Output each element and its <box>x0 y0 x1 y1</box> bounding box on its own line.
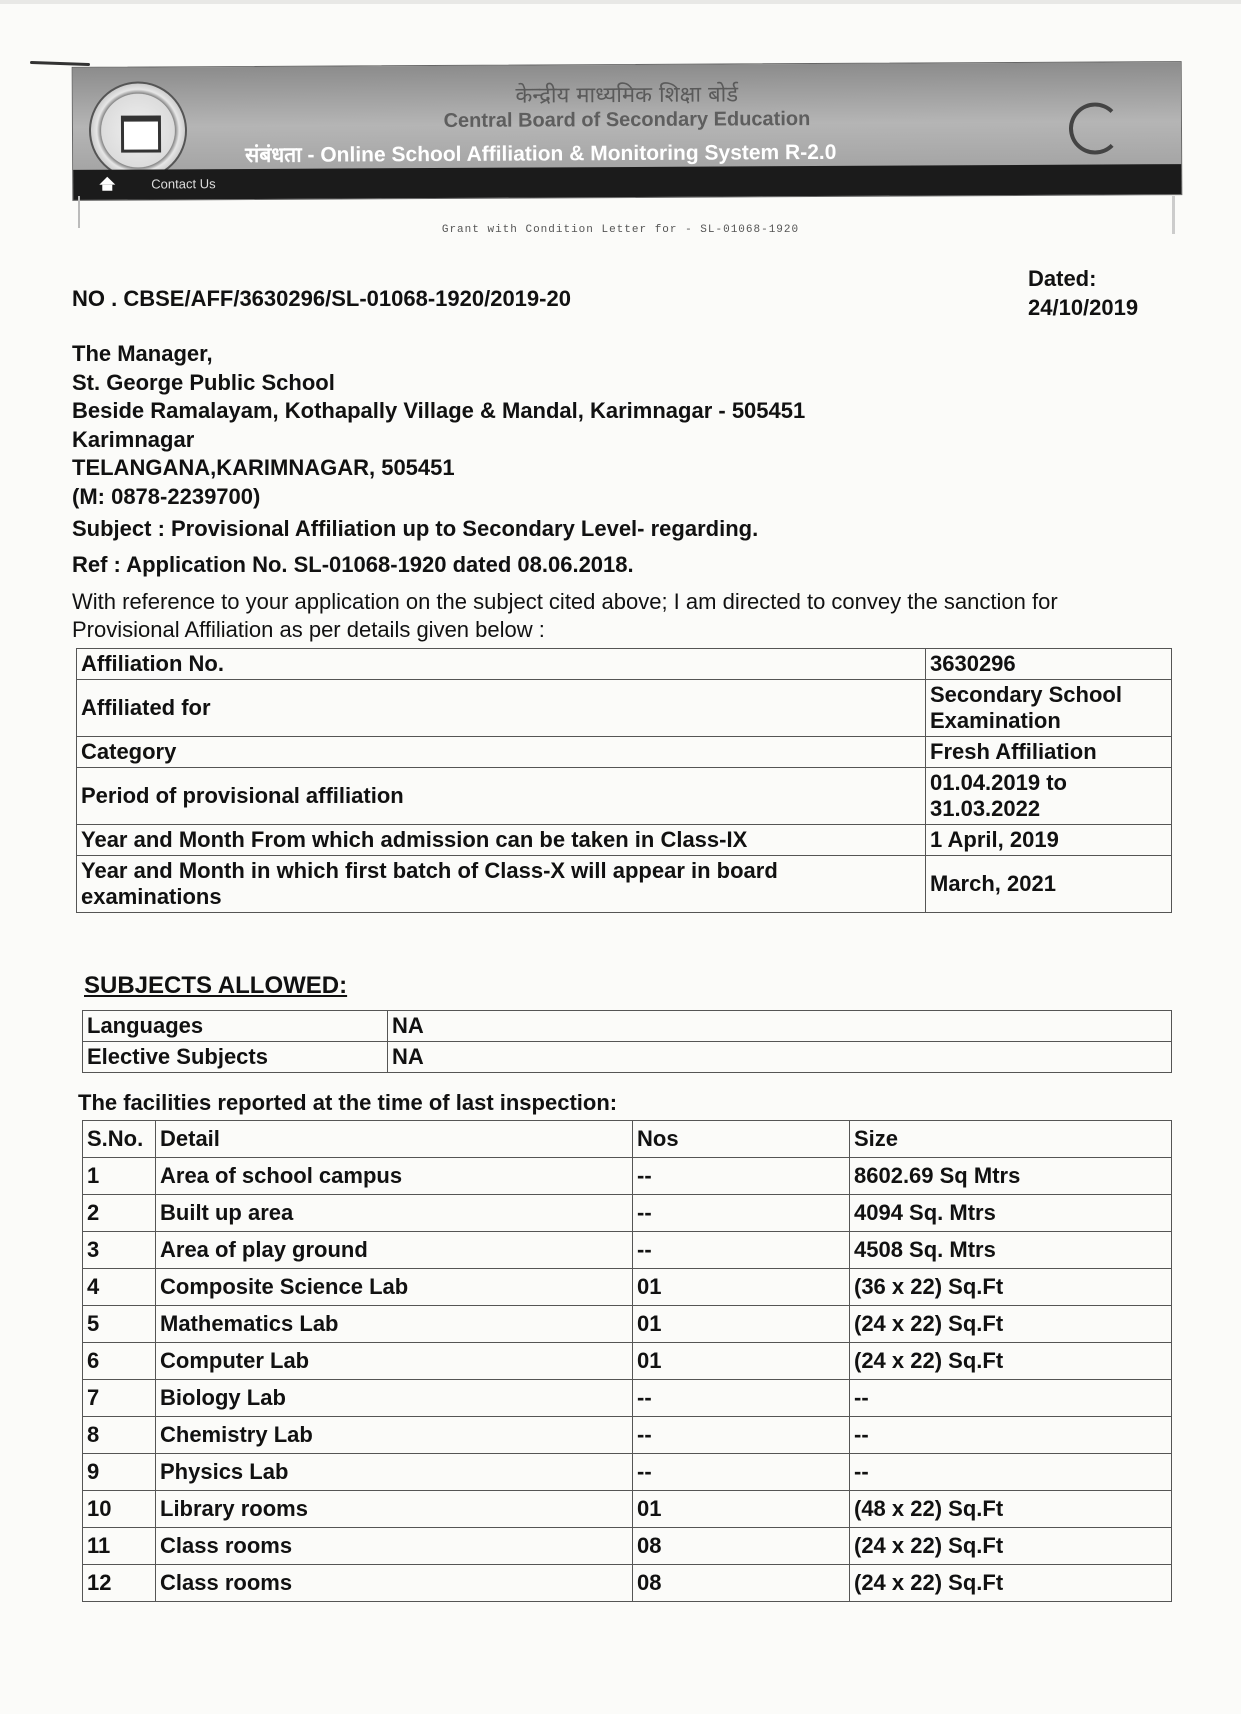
affiliation-value: 1 April, 2019 <box>926 825 1172 856</box>
address-line: St. George Public School <box>72 369 335 395</box>
column-header-nos: Nos <box>633 1121 850 1158</box>
detail-cell: Class rooms <box>156 1528 633 1565</box>
subjects-allowed-heading: SUBJECTS ALLOWED: <box>84 972 348 999</box>
affiliation-value: Secondary School Examination <box>926 680 1172 737</box>
letter-reference-number: NO . CBSE/AFF/3630296/SL-01068-1920/2019-20 <box>72 286 571 311</box>
pen-mark <box>30 61 90 66</box>
system-title <box>245 138 836 169</box>
letter-subject: Subject : Provisional Affiliation up to Secondary Level- regarding. <box>72 516 759 541</box>
navbar <box>73 164 1181 200</box>
system-title-hindi: संबंधता <box>245 142 302 167</box>
header-english-title: Central Board of Secondary Education <box>443 108 811 132</box>
nos-cell: 01 <box>633 1306 850 1343</box>
header-hindi-title: केन्द्रीय माध्यमिक शिक्षा बोर्ड <box>515 82 739 109</box>
letter-intro: With reference to your application on the subject cited above; I am directed to convey the sanction for Provisional Affiliation as per details given below : <box>72 589 1058 642</box>
address-line: TELANGANA,KARIMNAGAR, 505451 <box>72 455 455 480</box>
subjects-allowed-table <box>82 1010 1172 1073</box>
detail-cell: Class rooms <box>156 1565 633 1602</box>
sno-cell: 5 <box>83 1306 156 1343</box>
nos-cell: -- <box>633 1417 850 1454</box>
address-line: (M: 0878-2239700) <box>72 483 261 509</box>
size-cell: 4508 Sq. Mtrs <box>850 1232 1172 1269</box>
detail-cell: Physics Lab <box>156 1454 633 1491</box>
nos-cell: 01 <box>633 1269 850 1306</box>
table-header-row <box>83 1121 1172 1158</box>
table-row <box>77 649 1172 680</box>
affiliation-details-table <box>76 648 1172 913</box>
table-row <box>77 825 1172 856</box>
recipient-address <box>72 340 805 511</box>
letter-date <box>1028 264 1138 322</box>
table-row <box>83 1565 1172 1602</box>
nos-cell: -- <box>633 1195 850 1232</box>
column-header-size: Size <box>850 1121 1172 1158</box>
address-line: The Manager, <box>72 341 213 366</box>
address-line: Beside Ramalayam, Kothapally Village & Mandal, Karimnagar - 505451 <box>72 398 806 423</box>
table-row <box>83 1195 1172 1232</box>
digital-india-logo-icon <box>1069 102 1121 154</box>
table-row <box>83 1011 1172 1042</box>
detail-cell: Area of play ground <box>156 1232 633 1269</box>
detail-cell: Composite Science Lab <box>156 1269 633 1306</box>
nos-cell: 01 <box>633 1343 850 1380</box>
size-cell: (36 x 22) Sq.Ft <box>850 1269 1172 1306</box>
affiliation-value: March, 2021 <box>926 856 1172 913</box>
sno-cell: 4 <box>83 1269 156 1306</box>
size-cell: (24 x 22) Sq.Ft <box>850 1528 1172 1565</box>
table-row <box>83 1042 1172 1073</box>
sno-cell: 8 <box>83 1417 156 1454</box>
detail-cell: Chemistry Lab <box>156 1417 633 1454</box>
nos-cell: -- <box>633 1454 850 1491</box>
table-row <box>83 1232 1172 1269</box>
sno-cell: 9 <box>83 1454 156 1491</box>
dated-label: Dated: <box>1028 266 1097 291</box>
nos-cell: 08 <box>633 1565 850 1602</box>
affiliation-label: Year and Month From which admission can be taken in Class-IX <box>77 825 926 856</box>
portal-header-banner <box>72 61 1183 201</box>
sno-cell: 11 <box>83 1528 156 1565</box>
sno-cell: 3 <box>83 1232 156 1269</box>
column-header-sno: S.No. <box>83 1121 156 1158</box>
nav-contact-us[interactable]: Contact Us <box>151 176 216 192</box>
table-row <box>77 737 1172 768</box>
table-row <box>83 1454 1172 1491</box>
nos-cell: -- <box>633 1158 850 1195</box>
facilities-heading: The facilities reported at the time of last inspection: <box>78 1090 618 1115</box>
table-row <box>83 1491 1172 1528</box>
facilities-table <box>82 1120 1172 1602</box>
affiliation-value: 01.04.2019 to 31.03.2022 <box>926 768 1172 825</box>
system-title-text: - Online School Affiliation & Monitoring System R-2.0 <box>301 140 837 167</box>
table-row <box>83 1417 1172 1454</box>
subject-value: NA <box>388 1042 1172 1073</box>
size-cell: -- <box>850 1417 1172 1454</box>
affiliation-value: 3630296 <box>926 649 1172 680</box>
affiliation-label: Affiliated for <box>77 680 926 737</box>
detail-cell: Biology Lab <box>156 1380 633 1417</box>
detail-cell: Library rooms <box>156 1491 633 1528</box>
detail-cell: Mathematics Lab <box>156 1306 633 1343</box>
detail-cell: Area of school campus <box>156 1158 633 1195</box>
table-row <box>83 1158 1172 1195</box>
detail-cell: Built up area <box>156 1195 633 1232</box>
nos-cell: 08 <box>633 1528 850 1565</box>
table-row <box>77 680 1172 737</box>
sno-cell: 2 <box>83 1195 156 1232</box>
table-row <box>77 768 1172 825</box>
sno-cell: 1 <box>83 1158 156 1195</box>
sno-cell: 7 <box>83 1380 156 1417</box>
table-row <box>83 1528 1172 1565</box>
table-row <box>83 1269 1172 1306</box>
size-cell: 8602.69 Sq Mtrs <box>850 1158 1172 1195</box>
size-cell: 4094 Sq. Mtrs <box>850 1195 1172 1232</box>
table-row <box>83 1343 1172 1380</box>
home-icon[interactable] <box>99 177 115 185</box>
size-cell: -- <box>850 1380 1172 1417</box>
sno-cell: 12 <box>83 1565 156 1602</box>
dated-value: 24/10/2019 <box>1028 295 1139 320</box>
nos-cell: -- <box>633 1232 850 1269</box>
affiliation-value: Fresh Affiliation <box>926 737 1172 768</box>
nos-cell: -- <box>633 1380 850 1417</box>
table-row <box>83 1306 1172 1343</box>
affiliation-label: Affiliation No. <box>77 649 926 680</box>
address-line: Karimnagar <box>72 426 195 452</box>
size-cell: (48 x 22) Sq.Ft <box>850 1491 1172 1528</box>
sno-cell: 10 <box>83 1491 156 1528</box>
affiliation-label: Period of provisional affiliation <box>77 768 926 825</box>
subject-value: NA <box>388 1011 1172 1042</box>
sno-cell: 6 <box>83 1343 156 1380</box>
letter-ref: Ref : Application No. SL-01068-1920 dated 08.06.2018. <box>72 552 634 577</box>
size-cell: (24 x 22) Sq.Ft <box>850 1565 1172 1602</box>
scan-edge <box>0 0 1241 4</box>
detail-cell: Computer Lab <box>156 1343 633 1380</box>
subject-label: Languages <box>83 1011 388 1042</box>
subject-label: Elective Subjects <box>83 1042 388 1073</box>
size-cell: -- <box>850 1454 1172 1491</box>
size-cell: (24 x 22) Sq.Ft <box>850 1343 1172 1380</box>
table-row <box>77 856 1172 913</box>
size-cell: (24 x 22) Sq.Ft <box>850 1306 1172 1343</box>
column-header-detail: Detail <box>156 1121 633 1158</box>
nos-cell: 01 <box>633 1491 850 1528</box>
table-row <box>83 1380 1172 1417</box>
affiliation-label: Year and Month in which first batch of Class-X will appear in board examinations <box>77 856 926 913</box>
affiliation-label: Category <box>77 737 926 768</box>
grant-letter-caption: Grant with Condition Letter for - SL-01068-1920 <box>441 224 800 236</box>
